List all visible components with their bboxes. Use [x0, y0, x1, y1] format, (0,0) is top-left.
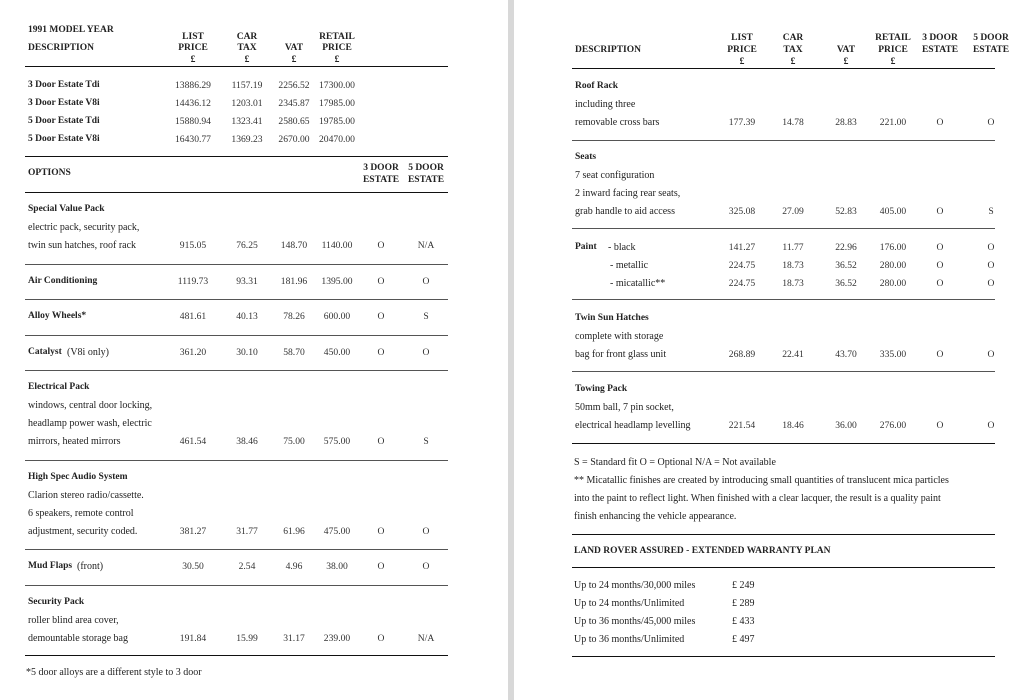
tax-currency: £ [244, 55, 250, 65]
paint-finish: - black [608, 242, 636, 253]
option-d5: O [422, 526, 430, 537]
option-description: headlamp power wash, electric [28, 418, 152, 429]
option-d5: O [987, 117, 995, 128]
option-d3: O [377, 526, 385, 537]
option-description: complete with storage [575, 331, 664, 342]
option-name: Mud Flaps [28, 561, 73, 571]
option-name: High Spec Audio System [28, 472, 128, 482]
paint-d3: O [936, 260, 944, 271]
option-d5: O [422, 561, 430, 572]
option-tax: 22.41 [782, 349, 804, 360]
model-name: 5 Door Estate V8i [28, 134, 100, 144]
model-vat: 2345.87 [278, 98, 310, 109]
option-name: Seats [575, 152, 597, 162]
option-description: 2 inward facing rear seats, [575, 188, 681, 199]
warranty-price: £ 433 [732, 616, 755, 627]
option-retail: 1140.00 [321, 240, 353, 251]
option-d3: O [936, 117, 944, 128]
option-list: 268.89 [728, 349, 756, 360]
option-description: adjustment, security coded. [28, 526, 138, 537]
option-list: 381.27 [179, 526, 207, 537]
warranty-top-rule [572, 534, 995, 535]
paint-heading: Paint [575, 242, 597, 252]
option-name: Electrical Pack [28, 382, 90, 392]
model-tax: 1157.19 [231, 80, 263, 91]
r-list-heading-1: LIST [731, 33, 753, 43]
note-line: ** Micatallic finishes are created by introducing small quantities of translucent mica particles [574, 475, 949, 486]
option-retail: 575.00 [323, 436, 351, 447]
option-d3: O [377, 311, 385, 322]
retail-heading-1: RETAIL [319, 32, 355, 42]
option-description: 7 seat configuration [575, 170, 655, 181]
three-door-heading-1: 3 DOOR [363, 163, 399, 173]
option-retail: 239.00 [323, 633, 351, 644]
option-vat: 52.83 [835, 206, 857, 217]
model-vat: 2670.00 [278, 134, 310, 145]
option-retail: 38.00 [326, 561, 348, 572]
option-name: Alloy Wheels* [28, 311, 87, 321]
paint-list: 224.75 [728, 260, 756, 271]
option-d3: O [377, 561, 385, 572]
option-retail: 405.00 [879, 206, 907, 217]
option-tax: 40.13 [236, 311, 258, 322]
option-tax: 14.78 [782, 117, 804, 128]
option-d3: O [936, 349, 944, 360]
option-tax: 15.99 [236, 633, 258, 644]
option-divider [25, 299, 448, 300]
option-tax: 2.54 [238, 561, 256, 572]
paint-tax: 18.73 [782, 260, 804, 271]
option-d5: O [422, 347, 430, 358]
r-list-currency: £ [739, 57, 745, 67]
paint-vat: 36.52 [835, 260, 857, 271]
option-vat: 4.96 [285, 561, 303, 572]
option-name: Security Pack [28, 597, 85, 607]
paint-finish: - metallic [610, 260, 649, 271]
r-three-door-heading-2: ESTATE [921, 45, 959, 55]
option-divider [572, 371, 995, 372]
option-name: Roof Rack [575, 81, 619, 91]
option-description: twin sun hatches, roof rack [28, 240, 137, 251]
option-tax: 38.46 [236, 436, 258, 447]
option-divider [25, 335, 448, 336]
r-tax-heading-1: CAR [782, 33, 804, 43]
list-currency: £ [190, 55, 196, 65]
option-name: Catalyst [28, 347, 62, 357]
warranty-header-rule [572, 567, 995, 568]
r-tax-currency: £ [790, 57, 796, 67]
warranty-price: £ 249 [732, 580, 755, 591]
option-tax: 31.77 [236, 526, 258, 537]
three-door-heading-2: ESTATE [362, 175, 400, 185]
paint-d5: O [987, 242, 995, 253]
option-d5: S [423, 436, 429, 447]
option-description: windows, central door locking, [28, 400, 153, 411]
model-name: 3 Door Estate Tdi [28, 80, 100, 90]
paint-list: 141.27 [728, 242, 756, 253]
model-retail: 20470.00 [319, 134, 355, 145]
r-retail-heading-2: PRICE [878, 45, 908, 55]
option-d3: O [377, 240, 385, 251]
option-description: including three [575, 99, 636, 110]
paint-d5: O [987, 260, 995, 271]
r-five-door-heading-1: 5 DOOR [973, 33, 1009, 43]
alloy-footnote: *5 door alloys are a different style to 3 door [26, 667, 202, 678]
option-description: demountable storage bag [28, 633, 128, 644]
option-vat: 31.17 [283, 633, 305, 644]
option-description: 6 speakers, remote control [28, 508, 134, 519]
option-divider [25, 460, 448, 461]
option-d3: O [936, 420, 944, 431]
option-retail: 450.00 [323, 347, 351, 358]
option-description: 50mm ball, 7 pin socket, [575, 402, 674, 413]
option-list: 30.50 [182, 561, 204, 572]
option-retail: 276.00 [879, 420, 907, 431]
option-list: 915.05 [179, 240, 207, 251]
option-d5: N/A [417, 633, 435, 644]
option-vat: 36.00 [835, 420, 857, 431]
option-retail: 221.00 [879, 117, 907, 128]
vat-currency: £ [291, 55, 297, 65]
paint-retail: 176.00 [879, 242, 907, 253]
option-tax: 93.31 [236, 276, 258, 287]
options-top-rule [25, 156, 448, 157]
option-name: Twin Sun Hatches [575, 313, 649, 323]
r-description-heading: DESCRIPTION [575, 45, 641, 55]
option-vat: 148.70 [280, 240, 308, 251]
warranty-term: Up to 36 months/Unlimited [574, 634, 685, 645]
option-list: 325.08 [728, 206, 756, 217]
option-list: 221.54 [728, 420, 756, 431]
model-retail: 19785.00 [319, 116, 355, 127]
r-three-door-heading-1: 3 DOOR [922, 33, 958, 43]
option-qualifier: (front) [77, 561, 104, 572]
model-list: 16430.77 [175, 134, 211, 145]
option-tax: 27.09 [782, 206, 804, 217]
model-tax: 1323.41 [231, 116, 263, 127]
option-retail: 335.00 [879, 349, 907, 360]
paint-tax: 11.77 [782, 242, 804, 253]
paint-finish: - micatallic** [610, 278, 666, 289]
r-tax-heading-2: TAX [783, 45, 803, 55]
option-list: 461.54 [179, 436, 207, 447]
option-vat: 181.96 [280, 276, 308, 287]
r-retail-currency: £ [890, 57, 896, 67]
option-description: Clarion stereo radio/cassette. [28, 490, 144, 501]
five-door-heading-1: 5 DOOR [408, 163, 444, 173]
option-list: 1119.73 [177, 276, 209, 287]
option-d5: S [988, 206, 994, 217]
option-d5: S [423, 311, 429, 322]
option-description: mirrors, heated mirrors [28, 436, 121, 447]
options-bottom-rule [25, 655, 448, 656]
warranty-price: £ 497 [732, 634, 755, 645]
option-d3: O [936, 206, 944, 217]
option-d5: N/A [417, 240, 435, 251]
model-name: 3 Door Estate V8i [28, 98, 100, 108]
r-retail-heading-1: RETAIL [875, 33, 911, 43]
option-qualifier: (V8i only) [67, 347, 109, 358]
option-vat: 58.70 [283, 347, 305, 358]
paint-tax: 18.73 [782, 278, 804, 289]
option-d3: O [377, 633, 385, 644]
option-divider [25, 549, 448, 550]
model-list: 15880.94 [175, 116, 211, 127]
header-rule [25, 66, 448, 67]
model-tax: 1369.23 [231, 134, 263, 145]
option-divider [25, 264, 448, 265]
r-list-heading-2: PRICE [727, 45, 757, 55]
option-d3: O [377, 436, 385, 447]
option-vat: 75.00 [283, 436, 305, 447]
model-year: 1991 MODEL YEAR [28, 25, 114, 35]
option-description: electric pack, security pack, [28, 222, 140, 233]
left-page [0, 0, 508, 700]
option-divider [25, 585, 448, 586]
note-line: finish enhancing the vehicle appearance. [574, 511, 737, 522]
warranty-title: LAND ROVER ASSURED - EXTENDED WARRANTY PLAN [574, 546, 831, 556]
option-list: 177.39 [728, 117, 756, 128]
option-description: grab handle to aid access [575, 206, 675, 217]
paint-d3: O [936, 242, 944, 253]
retail-heading-2: PRICE [322, 43, 352, 53]
warranty-term: Up to 24 months/30,000 miles [574, 580, 696, 591]
option-tax: 76.25 [236, 240, 258, 251]
option-vat: 61.96 [283, 526, 305, 537]
description-heading: DESCRIPTION [28, 43, 94, 53]
option-name: Special Value Pack [28, 204, 105, 214]
option-tax: 18.46 [782, 420, 804, 431]
paint-retail: 280.00 [879, 260, 907, 271]
option-d5: O [987, 420, 995, 431]
option-vat: 43.70 [835, 349, 857, 360]
option-divider [572, 140, 995, 141]
option-retail: 600.00 [323, 311, 351, 322]
option-divider [25, 370, 448, 371]
option-d3: O [377, 276, 385, 287]
option-list: 361.20 [179, 347, 207, 358]
r-five-door-heading-2: ESTATE [972, 45, 1010, 55]
warranty-price: £ 289 [732, 598, 755, 609]
paint-vat: 36.52 [835, 278, 857, 289]
r-header-rule [572, 68, 995, 69]
vat-heading: VAT [284, 43, 304, 53]
options-header-rule [25, 192, 448, 193]
right-page [514, 0, 1027, 700]
option-description: electrical headlamp levelling [575, 420, 691, 431]
list-heading-2: PRICE [178, 43, 208, 53]
r-vat-currency: £ [843, 57, 849, 67]
model-list: 13886.29 [175, 80, 211, 91]
option-divider [572, 228, 995, 229]
option-retail: 475.00 [323, 526, 351, 537]
option-list: 481.61 [179, 311, 207, 322]
tax-heading-1: CAR [236, 32, 258, 42]
tax-heading-2: TAX [237, 43, 257, 53]
model-name: 5 Door Estate Tdi [28, 116, 100, 126]
model-vat: 2256.52 [278, 80, 310, 91]
option-description: roller blind area cover, [28, 615, 119, 626]
option-name: Air Conditioning [28, 276, 98, 286]
option-list: 191.84 [179, 633, 207, 644]
model-retail: 17985.00 [319, 98, 355, 109]
r-vat-heading: VAT [836, 45, 856, 55]
paint-d3: O [936, 278, 944, 289]
note-line: into the paint to reflect light. When finished with a clear lacquer, the result is a quality paint [574, 493, 941, 504]
option-retail: 1395.00 [321, 276, 353, 287]
options-heading: OPTIONS [28, 168, 71, 178]
model-tax: 1203.01 [231, 98, 263, 109]
option-divider [572, 299, 995, 300]
model-vat: 2580.65 [278, 116, 310, 127]
option-d5: O [422, 276, 430, 287]
paint-list: 224.75 [728, 278, 756, 289]
options-bottom-rule [572, 443, 995, 444]
option-d5: O [987, 349, 995, 360]
retail-currency: £ [334, 55, 340, 65]
five-door-heading-2: ESTATE [407, 175, 445, 185]
model-retail: 17300.00 [319, 80, 355, 91]
option-vat: 78.26 [283, 311, 305, 322]
warranty-bottom-rule [572, 656, 995, 657]
paint-d5: O [987, 278, 995, 289]
paint-retail: 280.00 [879, 278, 907, 289]
option-description: bag for front glass unit [575, 349, 667, 360]
paint-vat: 22.96 [835, 242, 857, 253]
list-heading-1: LIST [182, 32, 204, 42]
option-d3: O [377, 347, 385, 358]
option-vat: 28.83 [835, 117, 857, 128]
option-tax: 30.10 [236, 347, 258, 358]
option-name: Towing Pack [575, 384, 628, 394]
fit-legend: S = Standard fit O = Optional N/A = Not available [574, 457, 776, 468]
warranty-term: Up to 24 months/Unlimited [574, 598, 685, 609]
warranty-term: Up to 36 months/45,000 miles [574, 616, 696, 627]
model-list: 14436.12 [175, 98, 211, 109]
option-description: removable cross bars [575, 117, 660, 128]
